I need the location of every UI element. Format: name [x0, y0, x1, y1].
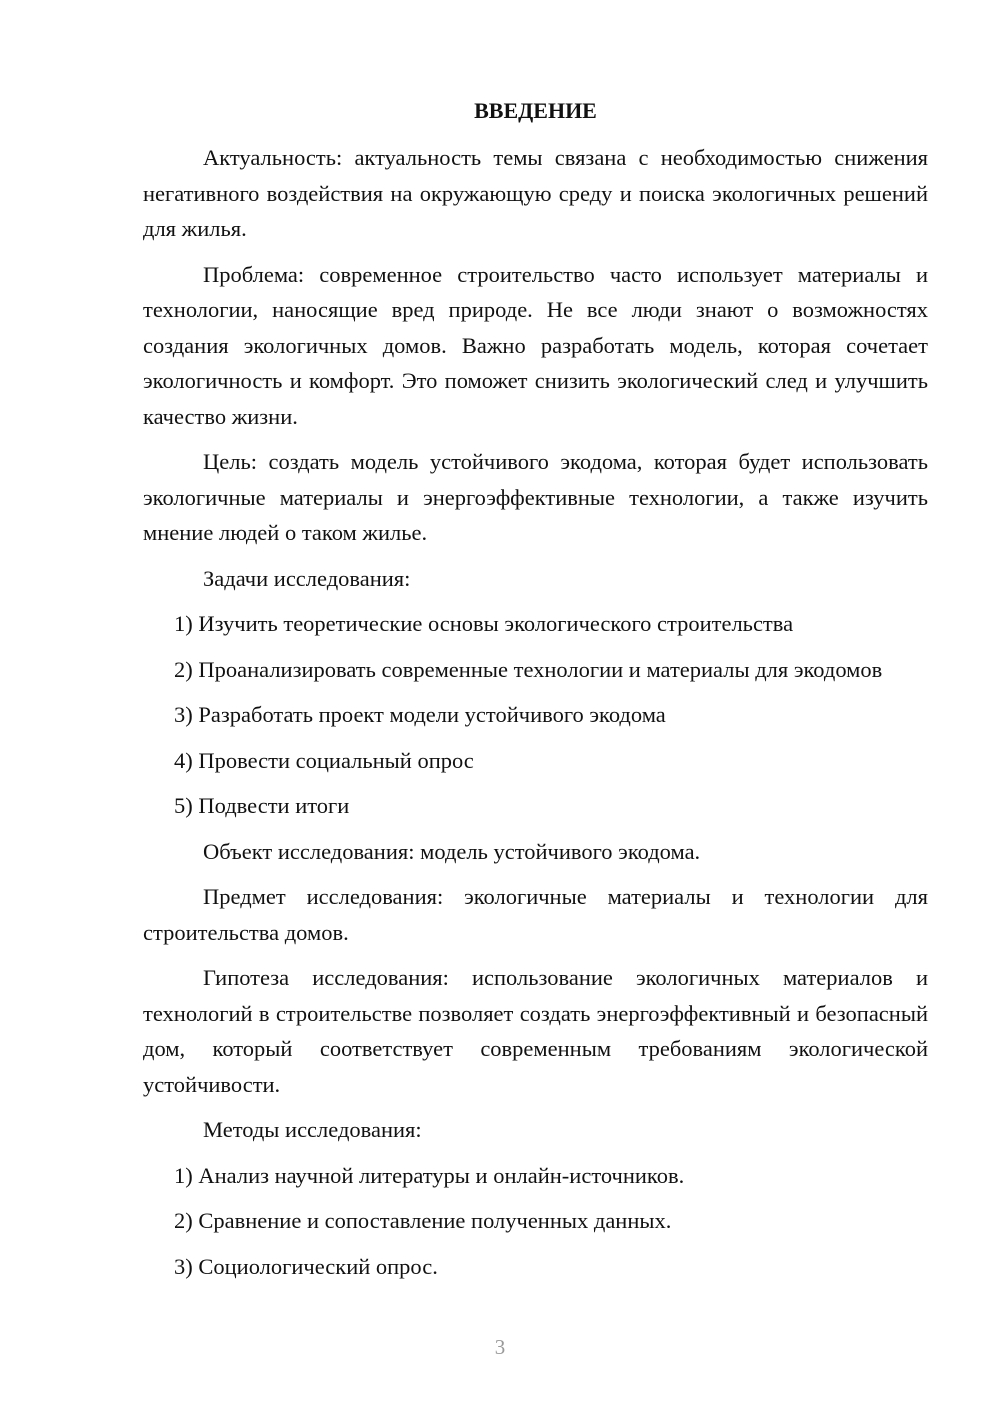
task-item: 3) Разработать проект модели устойчивого экодома: [174, 702, 666, 727]
problem-paragraph: Проблема: современное строительство часто использует материалы и технологии, наносящие вред природе. Не все люди знают о возможностях создания экологичных домов. Важно разработать модель, которая сочетает экологичность и комфорт. Это поможет снизить экологический след и улучшить качество жизни.: [143, 261, 928, 429]
task-item: 1) Изучить теоретические основы экологического строительства: [174, 611, 794, 636]
relevance-paragraph: Актуальность: актуальность темы связана с необходимостью снижения негативного воздействия на окружающую среду и поиска экологичных решений для жилья.: [143, 145, 928, 241]
task-item: 2) Проанализировать современные технологии и материалы для экодомов: [174, 656, 883, 682]
method-item: 2) Сравнение и сопоставление полученных данных.: [174, 1208, 672, 1233]
tasks-heading: Задачи исследования:: [203, 565, 411, 591]
page-number: 3: [494, 1335, 506, 1359]
subject-paragraph: Предмет исследования: экологичные материалы и технологии для строительства домов.: [143, 884, 928, 945]
goal-paragraph: Цель: создать модель устойчивого экодома, которая будет использовать экологичные материалы и энергоэффективные технологии, а также изучить мнение людей о таком жилье.: [143, 449, 928, 545]
section-title: ВВЕДЕНИЕ: [474, 98, 597, 123]
method-item: 1) Анализ научной литературы и онлайн-источников.: [174, 1162, 685, 1188]
task-item: 4) Провести социальный опрос: [174, 747, 474, 773]
document-body: [143, 96, 928, 1294]
object-paragraph: Объект исследования: модель устойчивого экодома.: [203, 838, 701, 864]
method-item: 3) Социологический опрос.: [174, 1253, 438, 1279]
hypothesis-paragraph: Гипотеза исследования: использование экологичных материалов и технологий в строительстве позволяет создать энергоэффективный и безопасный дом, который соответствует современным требованиям экологической устойчивости.: [143, 965, 928, 1097]
methods-heading: Методы исследования:: [203, 1117, 422, 1142]
task-item: 5) Подвести итоги: [174, 793, 350, 818]
